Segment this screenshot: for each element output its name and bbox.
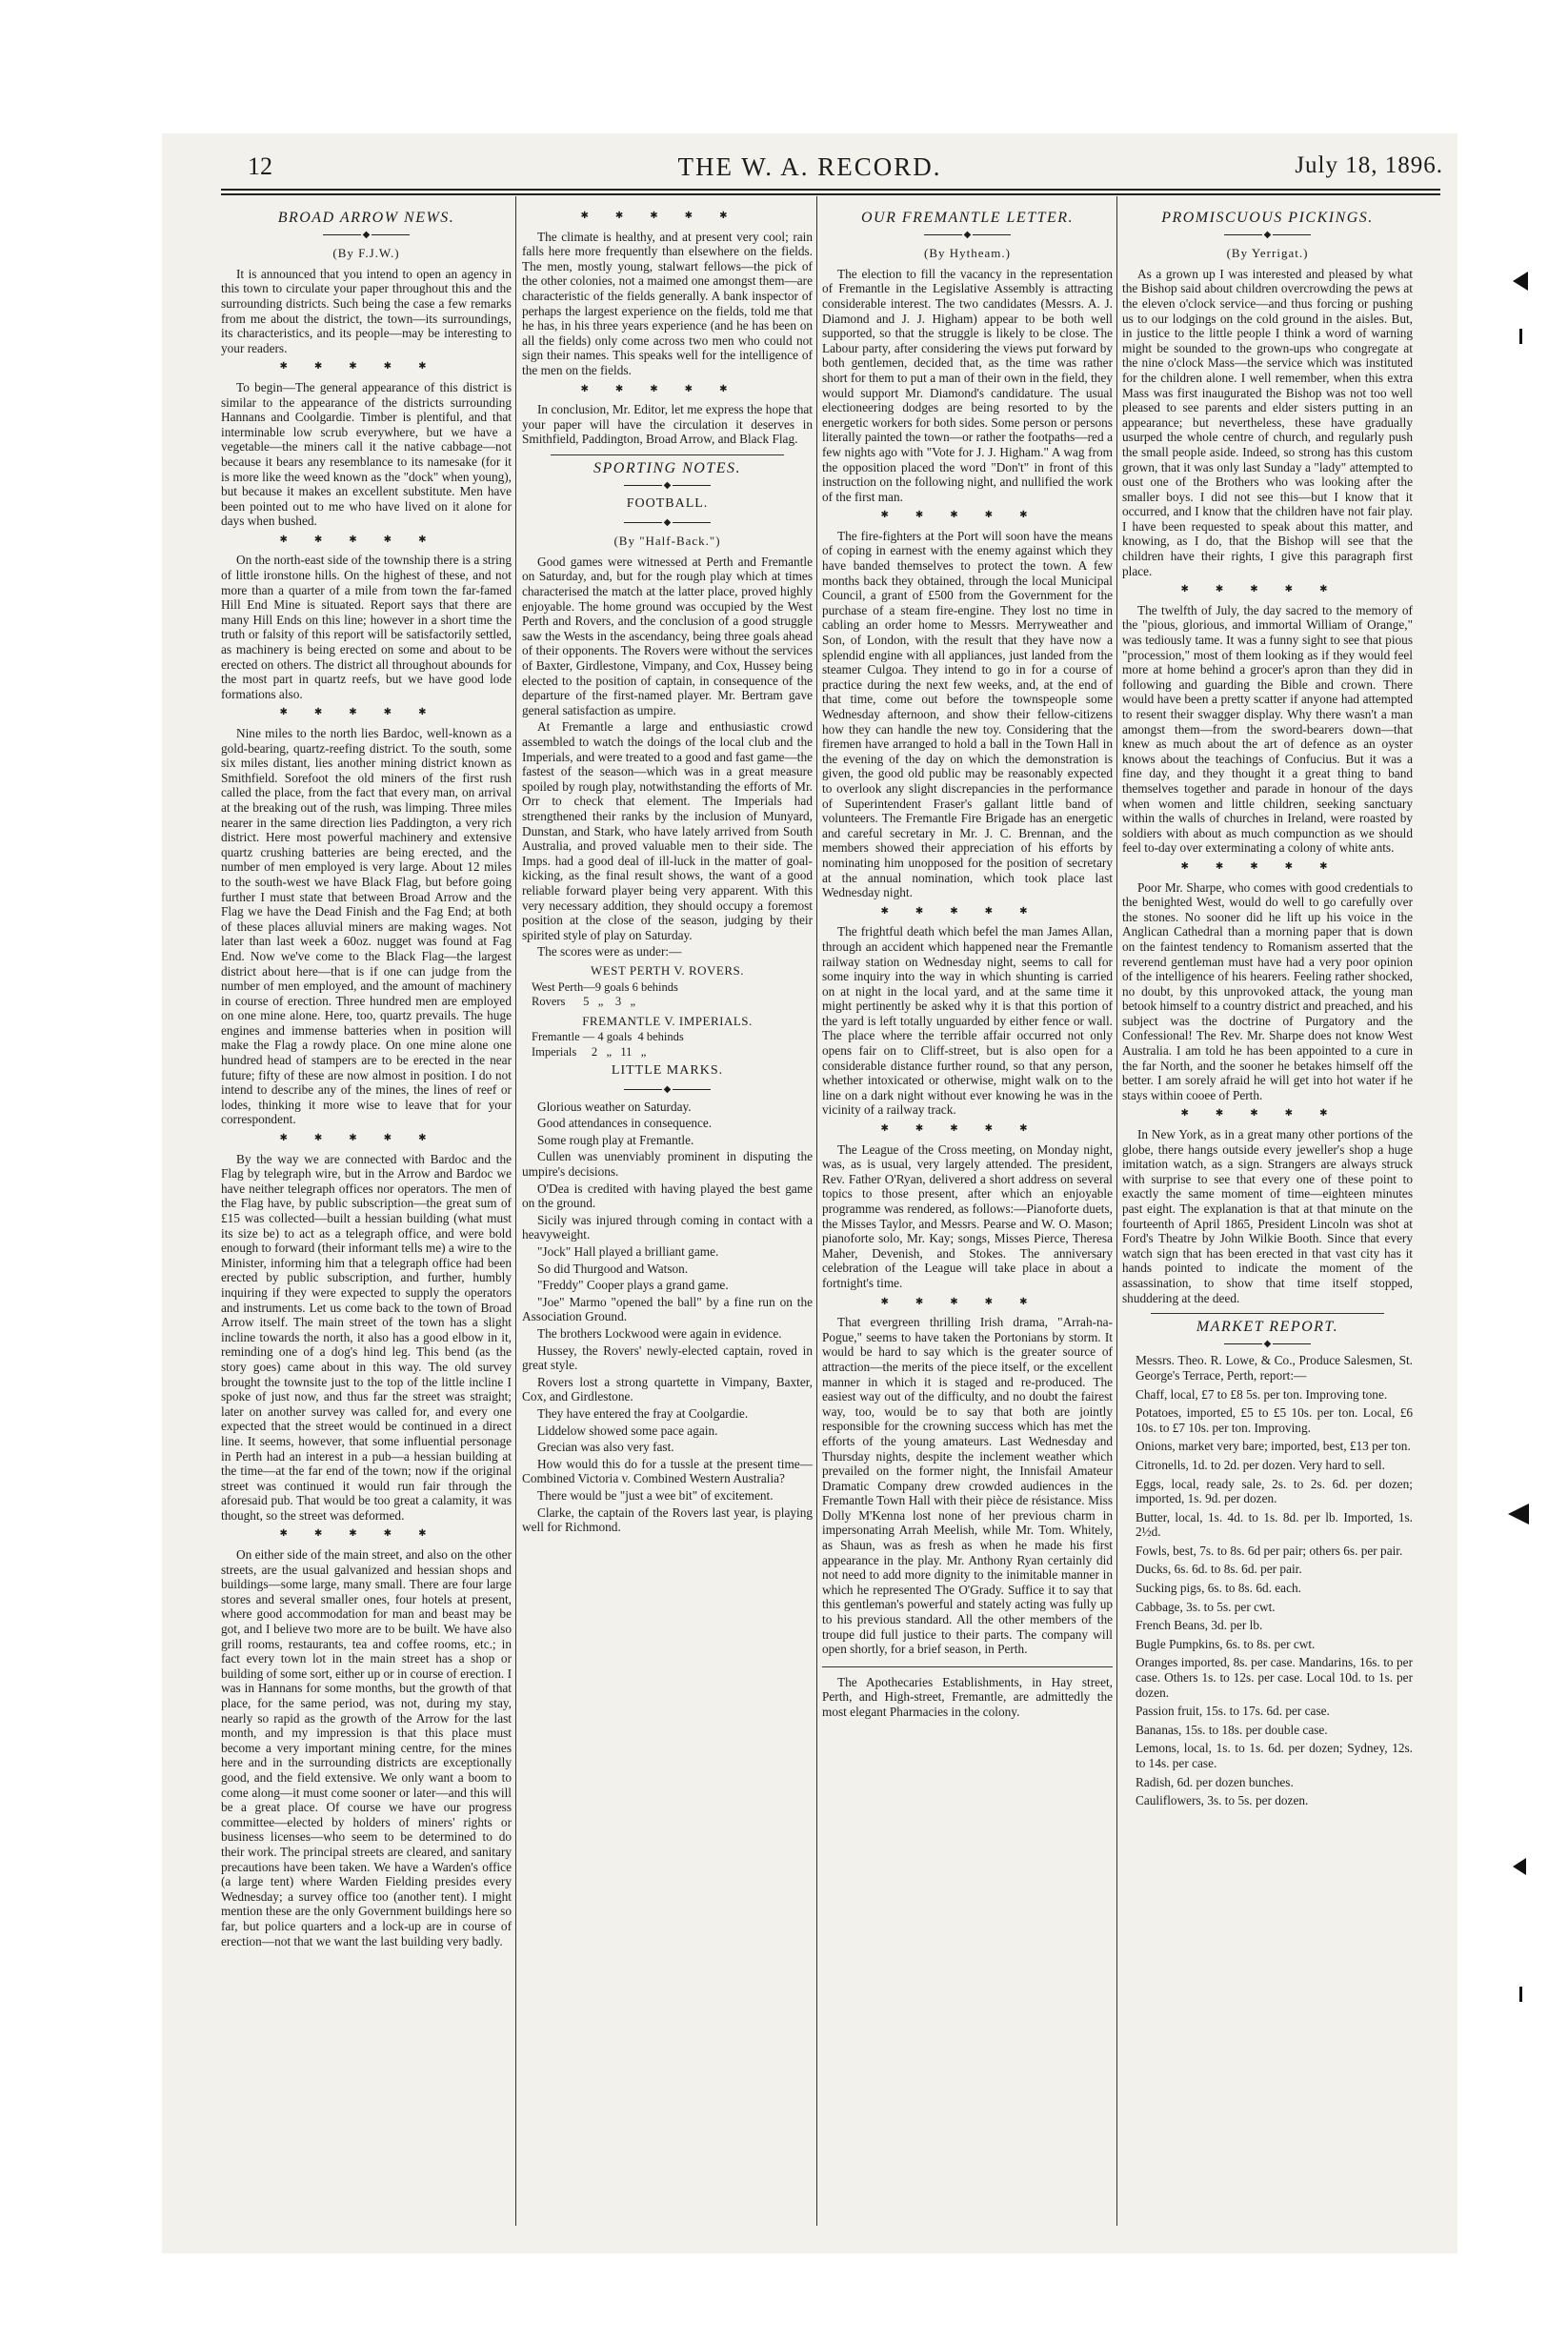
- page-number: 12: [248, 152, 272, 180]
- article-paragraph: The frightful death which befel the man James Allan, through an accident which happened near the Fremantle railway station on Wednesday night, seems to call for some inquiry into the way in which shunting is carried on at night in the local yard, and at the same time it might pertinently be asked why it is that this portion of the yard is left totally unguarded by either fence or wall. The place where the terrible affair occurred not only opens fair on to Cliff-street, but is also open for a considerable distance further round, so that any person, whether intoxicated or otherwise, might walk on to the line on a dark night without ever knowing he was in the vicinity of a railway track.: [822, 924, 1113, 1118]
- section-break: ✱✱✱✱✱: [580, 383, 754, 394]
- section-break: ✱✱✱✱✱: [880, 510, 1055, 521]
- article-paragraph: On either side of the main street, and also on the other streets, are the usual galvanized and hessian shops and buildings—some large, many small. There are four large stores and several smaller ones, four hotels at present, where good accommodation for man and beast may be got, and I believe two more are to be built. We have also grill rooms, restaurants, tea and coffee rooms, etc.; in fact every town lot in the main street has a shop or building of some sort, either up or in course of erection. I was in Hannans for some months, but the growth of that place, for the same period, was not, during my stay, nearly so rapid as the growth of the Arrow for the last month, and my impression is that this place must become a very important mining centre, for the mines here and in the surrounding districts are exceptionally good, and the field extensive. We only want a boom to come along—it must come sooner or later—and this will be a great place. Of course we have our progress committee—elected by holders of miners' rights or business licenses—who seem to be determined to do their work. The principal streets are cleared, and sanitary precautions have been taken. We have a Warden's office (a large tent) where Warden Fielding presides every Wednesday; a survey office too (another tent). I might mention these are the only Government buildings here so far, but police quarters and a lock-up are in course of erection—not that we want the last building very badly.: [221, 1547, 512, 1948]
- little-mark-item: Liddelow showed some pace again.: [537, 1423, 718, 1438]
- little-mark-item: "Jock" Hall played a brilliant game.: [537, 1244, 719, 1259]
- article-paragraph: Nine miles to the north lies Bardoc, well-known as a gold-bearing, quartz-reefing district. To the south, some six miles distant, lies another mining district known as Smithfield. Sorefoot the old miners of the first rush called the place, from the fact that every man, on arrival at the breaking out of the rush, was limping. Three miles nearer in the same direction lies Paddington, a very rich district. Here most powerful machinery and extensive quartz crushing batteries are being erected, and the number of men employed is very large. About 12 miles to the south-west we have Black Flag, but before going further I must state that between Broad Arrow and the Flag we have the Dead Finish and the Fag End; at both of these places alluvial miners are making wages. Not later than last week a 60oz. nugget was found at Fag End. Now we've come to the Black Flag—the largest district about here—that is if one can judge from the number of men employed, and the amount of machinery in course of erection. Three hundred men are employed on one mine alone. Here, too, quartz prevails. The huge engines and immense batteries when in position will make the Flag a rowdy place. On one mine alone one hundred head of stampers are to be erected in the near future; fifty of these are now almost in position. I do not intend to describe any of the mines, the lines of reef or lodes, thinking it more wise to leave that for your correspondent.: [221, 726, 512, 1127]
- section-title-sporting: SPORTING NOTES.: [593, 459, 741, 476]
- article-paragraph: Poor Mr. Sharpe, who comes with good credentials to the benighted West, would do well to go carefully over the stones. No sooner did he lift up his voice in the Anglican Cathedral than a morning paper that is down on the faintest tendency to Romanism asserted that the reverend gentleman must have had a very poor opinion of the intelligence of his hearers. Feeling rather shocked, no doubt, by this unprovoked attack, the young man betook himself to a country district and preached, and his subject was the doctrine of Purgatory and the Confessional! The Rev. Mr. Sharpe does not know West Australia. I am told he has been appointed to a cure in the far North, and the sooner he betakes himself off the better. I am sorely afraid he will get into hot water if he stays within cooee of Perth.: [1122, 879, 1414, 1102]
- little-mark-item: How would this do for a tussle at the present time—Combined Victoria v. Combined Western Australia?: [522, 1456, 813, 1486]
- section-break: ✱✱✱✱✱: [880, 1296, 1055, 1307]
- column-2: [522, 205, 813, 1537]
- score-line: Fremantle — 4 goals 4 behinds: [532, 1030, 684, 1044]
- market-item: French Beans, 3d. per lb.: [1136, 1618, 1263, 1633]
- margin-tick-marker: [1519, 329, 1522, 344]
- subheading-little-marks: LITTLE MARKS.: [611, 1063, 724, 1079]
- market-item: Bugle Pumpkins, 6s. to 8s. per cwt.: [1136, 1636, 1316, 1651]
- market-item: Eggs, local, ready sale, 2s. to 2s. 6d. per dozen; imported, 1s. 9d. per dozen.: [1136, 1476, 1413, 1506]
- article-paragraph: That evergreen thrilling Irish drama, "Arrah-na-Pogue," seems to have taken the Portonians by storm. It would be hard to say which is the greater source of attraction—the merits of the piece itself, or the excellent manner in which it is staged and re-produced. The easiest way out of the difficulty, and no doubt the fairest way, too, would be to say that both are jointly responsible for the crowning success which has met the efforts of the young amateurs. Last Wednesday and Thursday nights, despite the inclement weather which prevailed on the former night, the Innisfail Amateur Dramatic Company drew crowded audiences in the Fremantle Town Hall with their pièce de résistance. Miss Dolly M'Kenna lost none of her previous charm in impersonating Arrah Meelish, while Mr. Tom. Whitely, as Shaun, was as fresh as when he made his first appearance in the play. Mr. Anthony Ryan certainly did not need to add more dignity to the inimitable manner in which he represented The O'Grady. Suffice it to say that this gentleman's powerful and stately acting was fully up to his previous standard. All the other members of the troupe did full justice to their parts. The company will open shortly, for a brief season, in Perth.: [822, 1315, 1113, 1657]
- section-break: ✱✱✱✱✱: [279, 1133, 453, 1144]
- header-rule-top: [221, 189, 1440, 191]
- article-paragraph: The fire-fighters at the Port will soon have the means of coping in earnest with the enemy against which they have banded themselves to protect the town. A few months back they obtained, through the local Municipal Council, a grant of £500 from the Government for the purchase of a steam fire-engine. They lost no time in cabling an order home to Messrs. Merryweather and Son, of London, with the result that they have now a splendid engine with all appliances, just landed from the steamer Culgoa. They intend to go in for a course of practice during the next few weeks, and, at the end of that time, come out before the townspeople some Wednesday afternoon, and show their fellow-citizens how they can handle the new toy. Considering that the firemen have arranged to hold a ball in the Town Hall in the evening of the day on which the demonstration is given, the good old public may be reasonably expected to overlook any slight discrepancies in the performance of Superintendent Fraser's gallant little band of volunteers. The Fremantle Fire Brigade has an energetic and careful secretary in Mr. J. C. Brennan, and the members showed their appreciation of his efforts by nominating him unopposed for the position of secretary at the annual nomination, which took place last Wednesday night.: [822, 528, 1113, 900]
- byline: (By Yerrigat.): [1226, 246, 1309, 261]
- ornament-divider: ◆: [1122, 228, 1413, 243]
- score-line: Imperials 2 „ 11 „: [532, 1044, 647, 1059]
- little-mark-item: Hussey, the Rovers' newly-elected captain, roved in great style.: [522, 1343, 813, 1373]
- section-title-broad-arrow: BROAD ARROW NEWS.: [277, 210, 455, 226]
- little-mark-item: There would be "just a wee bit" of excitement.: [537, 1487, 774, 1503]
- section-break: ✱✱✱✱✱: [279, 361, 453, 373]
- article-paragraph: Good games were witnessed at Perth and Fremantle on Saturday, and, but for the rough play which at times characterised the match at the latter place, proved highly enjoyable. The home ground was occupied by the West Perth and Rovers, and the conclusion of a good struggle saw the Wests in the ascendancy, being three goals ahead of their opponents. The Rovers were without the services of Baxter, Girdlestone, Vimpany, and Cox, Hussey being elected to the position of captain, in consequence of the departure of the first-named player. Mr. Bertram gave general satisfaction as umpire.: [522, 554, 813, 717]
- market-item: Cauliflowers, 3s. to 5s. per dozen.: [1136, 1793, 1309, 1808]
- section-title-fremantle: OUR FREMANTLE LETTER.: [860, 210, 1075, 226]
- market-item: Passion fruit, 15s. to 17s. 6d. per case.: [1136, 1704, 1330, 1719]
- column-divider: [1116, 196, 1117, 2226]
- subheading-football: FOOTBALL.: [626, 496, 709, 512]
- article-paragraph: The League of the Cross meeting, on Monday night, was, as is usual, very largely attended. The president, Rev. Father O'Ryan, delivered a short address on several topics to those present, after which an enjoyable programme was rendered, as follows:—Pianoforte duets, the Misses Taylor, and Messrs. Pearse and W. O. Mason; pianoforte solo, Mr. Kay; songs, Misses Pierce, Theresa Maher, Devenish, and Stokes. The anniversary celebration of the League will take place in about a fortnight's time.: [822, 1141, 1113, 1290]
- section-break: ✱✱✱✱✱: [1180, 1108, 1355, 1120]
- market-item: Fowls, best, 7s. to 8s. 6d per pair; others 6s. per pair.: [1136, 1543, 1403, 1558]
- section-title-market-report: MARKET REPORT.: [1196, 1319, 1339, 1336]
- masthead-title: THE W. A. RECORD.: [677, 152, 942, 181]
- column-divider: [816, 196, 817, 2226]
- market-report-list: [1122, 1353, 1413, 1807]
- ornament-divider: ◆: [522, 515, 813, 531]
- column-1: [221, 205, 512, 1950]
- section-break: ✱✱✱✱✱: [1180, 860, 1355, 872]
- score-heading: FREMANTLE V. IMPERIALS.: [582, 1013, 753, 1028]
- score-table-fremantle-imperials: [522, 1014, 813, 1060]
- little-mark-item: Glorious weather on Saturday.: [537, 1099, 692, 1114]
- issue-date: July 18, 1896.: [1295, 152, 1443, 178]
- market-item: Onions, market very bare; imported, best, £13 per ton.: [1136, 1439, 1411, 1454]
- article-paragraph: To begin—The general appearance of this district is similar to the appearance of the districts surrounding Hannans and Coolgardie. Timber is plentiful, and that interminable low scrub everywhere, but we have a vegetable—the miners call it the native cabbage—not because it bears any resemblance to its namesake (for it is more like the weed known as the "dock" when young), but because it makes an excellent substitute. Men have been pointed out to me who have lived on it alone for days when bushed.: [221, 379, 512, 529]
- column-divider: [515, 196, 516, 2226]
- article-paragraph: In New York, as in a great many other portions of the globe, there hangs outside every jeweller's shop a huge imitation watch, as a sign. Strangers are always struck with surprise to see that every one of these point to exactly the same moment of time—eighteen minutes past eight. The explanation is that at that minute on the fourteenth of April 1865, President Lincoln was shot at Ford's Theatre by John Wilkie Booth. Since that every watch sign that has been erected in that vast city has it hands pointed to indicate the moment of the assassination, to show that time itself stopped, shuddering at the deed.: [1122, 1127, 1413, 1305]
- score-line: West Perth—9 goals 6 behinds: [532, 979, 678, 994]
- little-mark-item: Sicily was injured through coming in contact with a heavyweight.: [522, 1212, 813, 1242]
- score-heading: WEST PERTH V. ROVERS.: [590, 962, 745, 978]
- section-break: ✱✱✱✱✱: [1180, 584, 1355, 596]
- little-mark-item: O'Dea is credited with having played the best game on the ground.: [522, 1181, 813, 1211]
- market-item: Ducks, 6s. 6d. to 8s. 6d. per pair.: [1136, 1562, 1302, 1577]
- margin-tick-marker: [1519, 1987, 1522, 2002]
- little-mark-item: They have entered the fray at Coolgardie.: [537, 1405, 749, 1421]
- article-paragraph: The twelfth of July, the day sacred to the memory of the "pious, glorious, and immortal William of Orange," was tediously tame. It was a funny sight to see that pious "procession," most of them looking as if they would feel more at home behind a grocer's apron than they did in following and guarding the Bible and crown. There would have been a pretty scatter if anyone had attempted to resent their swagger display. Why there wasn't a man amongst them—from the sword-bearers down—that knew as much about the art of defence as an oyster knows about the teachings of Confucius. But it was a fine day, and they thought it a great thing to band themselves together and parade in honour of the days when women and little children, seeking sanctuary within the walls of churches in Ireland, were roasted by soldiers with about as much compunction as we should feel to-day over exterminating a colony of white ants.: [1122, 602, 1413, 856]
- article-paragraph: As a grown up I was interested and pleased by what the Bishop said about children overcrowding the pews at the eleven o'clock service—and thus forcing or pushing us to our lodgings on the cold ground in the aisles. But, in justice to the little people I think a word of warning might be sounded to the grown-ups who congregate at the nine o'clock Mass—the service which was instituted for the children alone. I well remember, when this extra Mass was first inaugurated the Bishop was not too well pleased to see parents and elder sisters putting in an appearance; but nevertheless, these have gradually usurped the whole centre of church, and regularly push the small people aside. Indeed, so strong has this custom grown, that it was only last Sunday a "lady" attempted to oust one of the Brothers who was looking after the smaller boys. I did not see this—but I know that it occurred, and I know that the children have not fair play. I have been requested to speak about this matter, and knowing, as I do, that the Bishop will see that the children have their rights, I give this paragraph first place.: [1122, 266, 1413, 578]
- little-mark-item: The brothers Lockwood were again in evidence.: [537, 1325, 782, 1341]
- ornament-divider: ◆: [221, 228, 512, 243]
- ornament-divider: ◆: [522, 1082, 813, 1098]
- score-table-west-perth-rovers: [522, 963, 813, 1010]
- byline: (By F.J.W.): [332, 246, 400, 261]
- market-item: Butter, local, 1s. 4d. to 1s. 8d. per lb. Imported, 1s. 2½d.: [1136, 1509, 1413, 1540]
- ornament-divider: ◆: [1122, 1337, 1413, 1352]
- article-paragraph: It is announced that you intend to open an agency in this town to circulate your paper throughout this and the surrounding districts. Such being the case a few remarks from me about the district, the town—its surroundings, its characteristics, and its people—may be interesting to your readers.: [221, 266, 512, 355]
- section-break: ✱✱✱✱✱: [279, 534, 453, 545]
- column-4: [1122, 205, 1413, 1812]
- little-mark-item: "Freddy" Cooper plays a grand game.: [537, 1278, 729, 1293]
- article-paragraph: At Fremantle a large and enthusiastic crowd assembled to watch the doings of the local club and the Imperials, and were treated to a good and fast game—the fastest of the season—which was in a great measure spoiled by rough play, notwithstanding the efforts of Mr. Orr to check that element. The Imperials had strengthened their ranks by the inclusion of Munyard, Dunstan, and Stark, who have lately arrived from South Australia, and proved valuable men to their side. The Imps. had a good deal of ill-luck in the matter of goal-kicking, as the final result shows, the want of a good reliable forward player being very apparent. With this very necessary addition, they should occupy a foremost position at the close of the season, judging by their spirited style of play on Saturday.: [522, 719, 813, 942]
- little-mark-item: Some rough play at Fremantle.: [537, 1132, 694, 1147]
- section-title-promiscuous: PROMISCUOUS PICKINGS.: [1161, 210, 1374, 226]
- market-item: Lemons, local, 1s. to 1s. 6d. per dozen; Sydney, 12s. to 14s. per case.: [1136, 1741, 1413, 1770]
- byline: (By Hytheam.): [924, 246, 1011, 261]
- header-rule-bottom: [221, 193, 1440, 195]
- little-mark-item: Cullen was unenviably prominent in disputing the umpire's decisions.: [522, 1149, 813, 1180]
- little-mark-item: So did Thurgood and Watson.: [537, 1261, 689, 1276]
- market-item: Cabbage, 3s. to 5s. per cwt.: [1136, 1599, 1276, 1614]
- market-item: Potatoes, imported, £5 to £5 10s. per ton. Local, £6 10s. to £7 10s. per ton. Improving.: [1136, 1405, 1413, 1435]
- margin-arrow-marker: [1508, 1504, 1529, 1524]
- market-item: Sucking pigs, 6s. to 8s. 6d. each.: [1136, 1581, 1301, 1596]
- article-divider: [1151, 1313, 1384, 1314]
- little-mark-item: "Joe" Marmo "opened the ball" by a fine run on the Association Ground.: [522, 1294, 813, 1324]
- newspaper-page: [162, 133, 1457, 2253]
- little-mark-item: Good attendances in consequence.: [537, 1116, 713, 1131]
- market-item: Chaff, local, £7 to £8 5s. per ton. Improving tone.: [1136, 1386, 1388, 1402]
- pharmacy-notice: The Apothecaries Establishments, in Hay street, Perth, and High-street, Fremantle, are admittedly the most elegant Pharmacies in the colony.: [822, 1674, 1113, 1719]
- market-item: Radish, 6d. per dozen bunches.: [1136, 1774, 1294, 1789]
- column-3: [822, 205, 1113, 1722]
- market-item: Bananas, 15s. to 18s. per double case.: [1136, 1722, 1328, 1737]
- section-break: ✱✱✱✱✱: [880, 905, 1055, 917]
- market-item: Oranges imported, 8s. per case. Mandarins, 16s. to per case. Others 1s. to 12s. per case. Local 10d. to 1s. per dozen.: [1136, 1655, 1413, 1700]
- article-paragraph: The climate is healthy, and at present very cool; rain falls here more frequently than elsewhere on the fields. The men, mostly young, stalwart fellows—the pick of the other colonies, not a maimed one amongst them—are characteristic of the fields generally. A bank inspector of perhaps the largest experience on the fields, told me that he has, in his three years experience (and he has been on all the fields) only come across two men who could not sign their names. This speaks well for the intelligence of the men on the fields.: [522, 229, 813, 377]
- page-header: [162, 152, 1457, 191]
- ornament-divider: ◆: [822, 228, 1113, 243]
- section-break: ✱✱✱✱✱: [580, 211, 754, 221]
- article-paragraph: In conclusion, Mr. Editor, let me express the hope that your paper will have the circulation it deserves in Smithfield, Paddington, Broad Arrow, and Black Flag.: [522, 402, 813, 447]
- article-divider: [822, 1666, 1113, 1667]
- margin-arrow-marker: [1513, 1858, 1526, 1875]
- score-line: Rovers 5 „ 3 „: [532, 995, 636, 1009]
- market-intro: Messrs. Theo. R. Lowe, & Co., Produce Salesmen, St. George's Terrace, Perth, report:—: [1136, 1353, 1413, 1383]
- section-break: ✱✱✱✱✱: [880, 1123, 1055, 1135]
- ornament-divider: ◆: [522, 478, 813, 494]
- little-mark-item: Clarke, the captain of the Rovers last year, is playing well for Richmond.: [522, 1504, 813, 1535]
- market-item: Citronells, 1d. to 2d. per dozen. Very hard to sell.: [1136, 1457, 1385, 1472]
- article-paragraph: By the way we are connected with Bardoc and the Flag by telegraph wire, but in the Arrow and Bardoc we have neither telegraph offices nor operators. The men of the Flag have, by public subscription—the great sum of £15 was collected—built a hessian building (what must its size be) to act as a telegraph office, and were bold enough to forward (their informant tells me) a wire to the Minister, informing him that a telegraph office had been erected by public subscription, and further, humbly inquiring if they were expected to supply the operators and instruments. Let us come back to the town of Broad Arrow itself. The main street of the town has a slight incline towards the north, it also has a good elbow in it, reminding one of a dog's hind leg. This bend (as the story goes) came about in this way. The old survey brought the townsite just to the top of the little incline I spoke of just now, and thus far the street was straight; later on another survey was called for, and every one expected that the street would be continued in a direct line. It seems, however, that some influential personage in Perth had an interest in a pub—a hessian building at the time—at the far end of the town; now if the original street was continued it would run fair through the aforesaid pub. That would be too great a calamity, it was thought, so the street was deformed.: [221, 1151, 512, 1523]
- article-paragraph: On the north-east side of the township there is a string of little ironstone hills. On the highest of these, and not more than a quarter of a mile from town the far-famed Hill End Mine is situated. Report says that there are many Hill Ends on this line; however in a short time the truth or falsity of this report will be satisfactorily settled, as machinery is being erected on some and about to be erected on others. The district all throughout abounds for the most part in quartz reefs, but we have good lode formations also.: [221, 553, 512, 701]
- article-paragraph: The election to fill the vacancy in the representation of Fremantle in the Legislative Assembly is attracting considerable interest. The two candidates (Messrs. A. J. Diamond and J. J. Higham) appear to be both well supported, so that the struggle is likely to be close. The Labour party, after considering the views put forward by both gentlemen, decided that, as the time was rather short for them to put a man of their own in the field, they would support Mr. Diamond's candidature. The usual electioneering dodges are being resorted to by the energetic workers for both sides. Some person or persons literally painted the town—or rather the footpaths—red a few nights ago with "Vote for J. J. Higham." A wag from the opposition placed the word "Don't" in front of this instruction on the following night, and nullified the work of the first man.: [822, 266, 1113, 504]
- margin-arrow-marker: [1513, 272, 1528, 291]
- little-mark-item: Rovers lost a strong quartette in Vimpany, Baxter, Cox, and Girdlestone.: [522, 1374, 813, 1404]
- article-paragraph: The scores were as under:—: [537, 944, 682, 959]
- section-break: ✱✱✱✱✱: [279, 707, 453, 718]
- little-mark-item: Grecian was also very fast.: [537, 1440, 674, 1455]
- section-break: ✱✱✱✱✱: [279, 1528, 453, 1540]
- article-divider: [551, 454, 784, 455]
- byline: (By "Half-Back."): [613, 534, 721, 549]
